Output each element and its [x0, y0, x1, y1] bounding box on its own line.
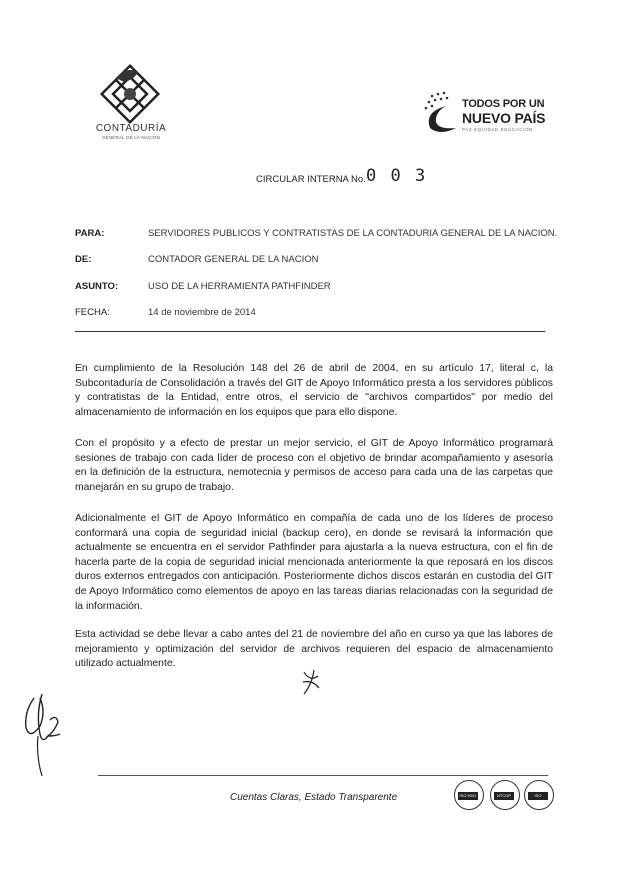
- field-value-para: SERVIDORES PUBLICOS Y CONTRATISTAS DE LA CONTADURIA GENERAL DE LA NACION.: [148, 228, 558, 239]
- field-label-para: PARA:: [75, 228, 105, 239]
- seal-2-label: NTCGP: [494, 792, 514, 800]
- body-paragraph-2: Con el propósito y a efecto de prestar un mejor servicio, el GIT de Apoyo Informático programará sesiones de trabajo con cada líder de proceso con el objetivo de brindar acompañamiento y asesoría en la definición de la estructura, nemotecnia y permisos de acceso para cada una de las carpetas que manejarán en su grupo de trabajo.: [75, 438, 553, 493]
- seal-3-label: ISO: [528, 792, 548, 800]
- field-label-fecha: FECHA:: [75, 307, 110, 318]
- handwritten-initial: [300, 668, 324, 698]
- seal-1-label: ISO 9001: [459, 793, 477, 798]
- circular-label: CIRCULAR INTERNA No.: [256, 174, 366, 185]
- body-paragraph-4: Esta actividad se debe llevar a cabo antes del 21 de noviembre del año en curso ya que las labores de mejoramiento y optimización del servidor de archivos requieren del espacio de almacenamiento utilizado actualmente.: [75, 629, 553, 670]
- right-logo-line3: PAZ EQUIDAD EDUCACIÓN: [462, 127, 534, 132]
- body-paragraph-1: En cumplimiento de la Resolución 148 del 26 de abril de 2004, en su artículo 17, literal c, la Subcontaduría de Consolidación a través del GIT de Apoyo Informático presta a los servidores públicos y contratistas de la Entidad, entre otros, el servicio de "archivos compartidos" por medio del almacenamiento de información en los equipos que para ello dispone.: [75, 363, 553, 418]
- certification-seal-3: [522, 776, 554, 822]
- certification-seal-1: [452, 776, 484, 822]
- contaduria-logo-subtitle: GENERAL DE LA NACIÓN: [101, 135, 161, 140]
- header-divider: [75, 331, 545, 332]
- field-label-asunto: ASUNTO:: [75, 281, 119, 292]
- contaduria-logo-name: CONTADURÍA: [95, 123, 167, 134]
- right-logo-line2: NUEVO PAÍS: [462, 110, 546, 126]
- field-value-de: CONTADOR GENERAL DE LA NACION: [148, 254, 319, 265]
- footer-motto: Cuentas Claras, Estado Transparente: [230, 792, 398, 803]
- circular-number: 0 0 3: [366, 166, 428, 186]
- handwritten-signature: [14, 690, 74, 785]
- body-paragraph-3: Adicionalmente el GIT de Apoyo Informático en compañía de cada uno de los líderes de proceso conformará una copia de seguridad inicial (backup cero), en donde se revisará la información que actualmente se encuentra en el servidor Pathfinder para ajustarla a la nueva estructura, con el fin de hacerla parte de la copia de seguridad inicial mencionada anteriormente la que reposará en los discos duros externos entregados con anticipación. Posteriormente dichos discos estarán en custodia del GIT de Apoyo Informático como elementos de apoyo en las tareas diarias relacionadas con la seguridad de la información.: [75, 513, 553, 612]
- field-value-fecha: 14 de noviembre de 2014: [148, 307, 256, 318]
- field-value-asunto: USO DE LA HERRAMIENTA PATHFINDER: [148, 281, 331, 292]
- field-label-de: DE:: [75, 254, 92, 265]
- right-logo-line1: TODOS POR UN: [462, 98, 545, 110]
- certification-seal-2: [488, 776, 520, 822]
